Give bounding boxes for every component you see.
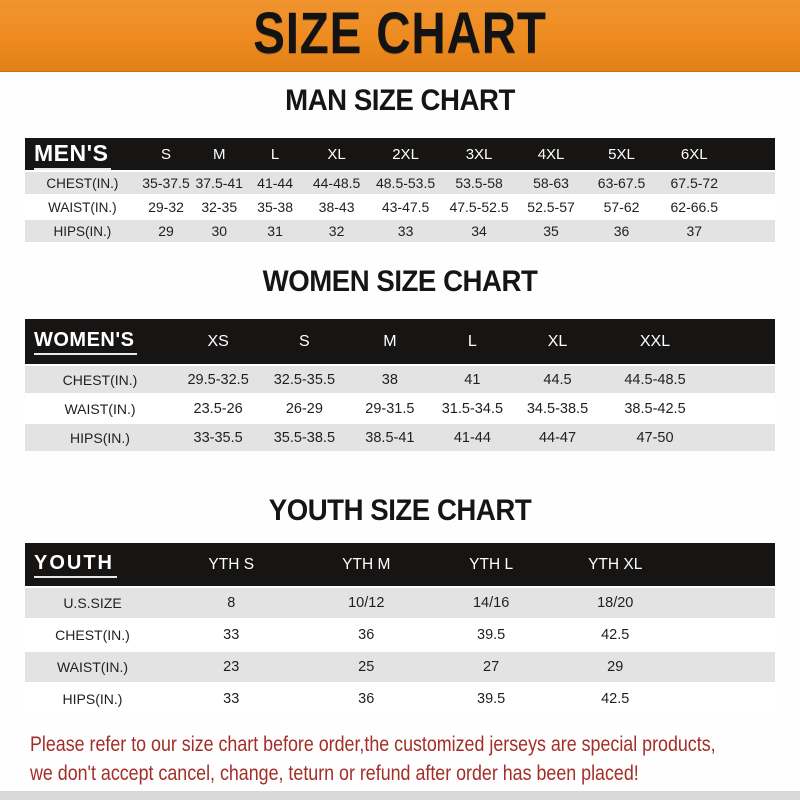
youth-size-table (25, 543, 775, 716)
size-value: 32 (304, 220, 369, 244)
disclaimer-line-2: we don't accept cancel, change, teturn or refund after order has been placed! (30, 762, 639, 785)
women-corner-cell (25, 319, 175, 366)
size-value: 8 (160, 588, 303, 620)
size-value: 43-47.5 (369, 196, 442, 220)
size-value: 39.5 (430, 684, 552, 716)
row-label: HIPS(IN.) (25, 424, 175, 453)
spacer-cell (708, 424, 776, 453)
women-corner-label: WOMEN'S (34, 328, 137, 355)
men-size-table-wrap (25, 138, 775, 244)
men-size-column-header: 6XL (657, 138, 731, 172)
row-label: U.S.SIZE (25, 588, 160, 620)
spacer-cell (731, 172, 775, 196)
spacer-cell (678, 588, 775, 620)
size-value: 23 (160, 652, 303, 684)
spacer-cell (678, 620, 775, 652)
size-chart-banner (0, 0, 800, 72)
size-value: 62-66.5 (657, 196, 731, 220)
size-value: 14/16 (430, 588, 552, 620)
man-size-chart-heading: MAN SIZE CHART (285, 84, 515, 117)
size-value: 31.5-34.5 (432, 395, 512, 424)
size-value: 29 (140, 220, 192, 244)
row-label: WAIST(IN.) (25, 196, 140, 220)
size-value: 23.5-26 (175, 395, 261, 424)
row-label: CHEST(IN.) (25, 620, 160, 652)
women-size-column-header: XL (513, 319, 603, 366)
spacer-cell (678, 543, 775, 588)
men-corner-label: MEN'S (34, 139, 111, 170)
youth-measurement-row (25, 684, 775, 716)
size-value: 34 (442, 220, 516, 244)
spacer-cell (708, 319, 776, 366)
size-value: 38 (348, 366, 433, 395)
men-header-row (25, 138, 775, 172)
size-value: 37 (657, 220, 731, 244)
size-value: 38.5-42.5 (603, 395, 708, 424)
size-value: 37.5-41 (192, 172, 246, 196)
row-label: CHEST(IN.) (25, 172, 140, 196)
size-value: 33-35.5 (175, 424, 261, 453)
bottom-border-strip (0, 791, 800, 800)
men-measurement-row (25, 196, 775, 220)
spacer-cell (731, 220, 775, 244)
size-value: 33 (369, 220, 442, 244)
size-value: 35.5-38.5 (261, 424, 347, 453)
banner-title: SIZE CHART (253, 1, 547, 66)
size-value: 39.5 (430, 620, 552, 652)
youth-size-chart-heading: YOUTH SIZE CHART (268, 494, 532, 527)
spacer-cell (708, 366, 776, 395)
spacer-cell (731, 138, 775, 172)
size-value: 42.5 (552, 620, 678, 652)
youth-corner-label: YOUTH (34, 551, 117, 578)
size-value: 30 (192, 220, 246, 244)
size-value: 35-38 (246, 196, 304, 220)
women-size-chart-heading: WOMEN SIZE CHART (262, 265, 538, 298)
men-size-column-header: 4XL (516, 138, 586, 172)
size-value: 26-29 (261, 395, 347, 424)
size-value: 47-50 (603, 424, 708, 453)
spacer-cell (731, 196, 775, 220)
size-value: 41-44 (432, 424, 512, 453)
youth-measurement-row (25, 588, 775, 620)
size-value: 52.5-57 (516, 196, 586, 220)
size-value: 41 (432, 366, 512, 395)
women-size-column-header: L (432, 319, 512, 366)
size-value: 58-63 (516, 172, 586, 196)
men-size-column-header: 2XL (369, 138, 442, 172)
spacer-cell (708, 395, 776, 424)
size-value: 44-48.5 (304, 172, 369, 196)
youth-header-row (25, 543, 775, 588)
youth-size-column-header: YTH XL (552, 543, 678, 588)
size-value: 31 (246, 220, 304, 244)
size-value: 44-47 (513, 424, 603, 453)
size-value: 35-37.5 (140, 172, 192, 196)
women-size-column-header: XXL (603, 319, 708, 366)
men-measurement-row (25, 172, 775, 196)
size-value: 41-44 (246, 172, 304, 196)
men-size-column-header: 5XL (586, 138, 657, 172)
size-value: 25 (303, 652, 431, 684)
women-size-column-header: M (348, 319, 433, 366)
men-corner-cell (25, 138, 140, 172)
size-value: 29-31.5 (348, 395, 433, 424)
spacer-cell (678, 684, 775, 716)
spacer-cell (678, 652, 775, 684)
size-value: 38-43 (304, 196, 369, 220)
size-value: 32-35 (192, 196, 246, 220)
women-measurement-row (25, 424, 775, 453)
youth-measurement-row (25, 652, 775, 684)
youth-size-column-header: YTH S (160, 543, 303, 588)
row-label: HIPS(IN.) (25, 220, 140, 244)
size-value: 29-32 (140, 196, 192, 220)
youth-size-table-wrap (25, 543, 775, 716)
row-label: WAIST(IN.) (25, 652, 160, 684)
size-value: 27 (430, 652, 552, 684)
size-value: 33 (160, 620, 303, 652)
women-header-row (25, 319, 775, 366)
size-value: 10/12 (303, 588, 431, 620)
size-value: 36 (303, 620, 431, 652)
size-value: 32.5-35.5 (261, 366, 347, 395)
women-size-table (25, 319, 775, 453)
row-label: WAIST(IN.) (25, 395, 175, 424)
row-label: HIPS(IN.) (25, 684, 160, 716)
size-value: 57-62 (586, 196, 657, 220)
size-value: 67.5-72 (657, 172, 731, 196)
women-measurement-row (25, 395, 775, 424)
men-size-column-header: XL (304, 138, 369, 172)
women-measurement-row (25, 366, 775, 395)
youth-size-column-header: YTH L (430, 543, 552, 588)
women-size-column-header: S (261, 319, 347, 366)
size-value: 33 (160, 684, 303, 716)
size-value: 29.5-32.5 (175, 366, 261, 395)
order-disclaimer-note (30, 730, 800, 788)
men-size-table (25, 138, 775, 244)
size-value: 18/20 (552, 588, 678, 620)
size-value: 63-67.5 (586, 172, 657, 196)
men-measurement-row (25, 220, 775, 244)
women-size-table-wrap (25, 319, 775, 453)
men-size-column-header: M (192, 138, 246, 172)
women-size-column-header: XS (175, 319, 261, 366)
size-value: 48.5-53.5 (369, 172, 442, 196)
youth-corner-cell (25, 543, 160, 588)
size-value: 36 (303, 684, 431, 716)
size-value: 44.5 (513, 366, 603, 395)
youth-measurement-row (25, 620, 775, 652)
size-value: 53.5-58 (442, 172, 516, 196)
men-size-column-header: S (140, 138, 192, 172)
size-value: 36 (586, 220, 657, 244)
youth-size-column-header: YTH M (303, 543, 431, 588)
size-value: 44.5-48.5 (603, 366, 708, 395)
size-value: 38.5-41 (348, 424, 433, 453)
men-size-column-header: 3XL (442, 138, 516, 172)
size-value: 42.5 (552, 684, 678, 716)
size-value: 35 (516, 220, 586, 244)
size-value: 47.5-52.5 (442, 196, 516, 220)
row-label: CHEST(IN.) (25, 366, 175, 395)
men-size-column-header: L (246, 138, 304, 172)
disclaimer-line-1: Please refer to our size chart before order,the customized jerseys are special products, (30, 733, 716, 756)
size-value: 29 (552, 652, 678, 684)
size-value: 34.5-38.5 (513, 395, 603, 424)
